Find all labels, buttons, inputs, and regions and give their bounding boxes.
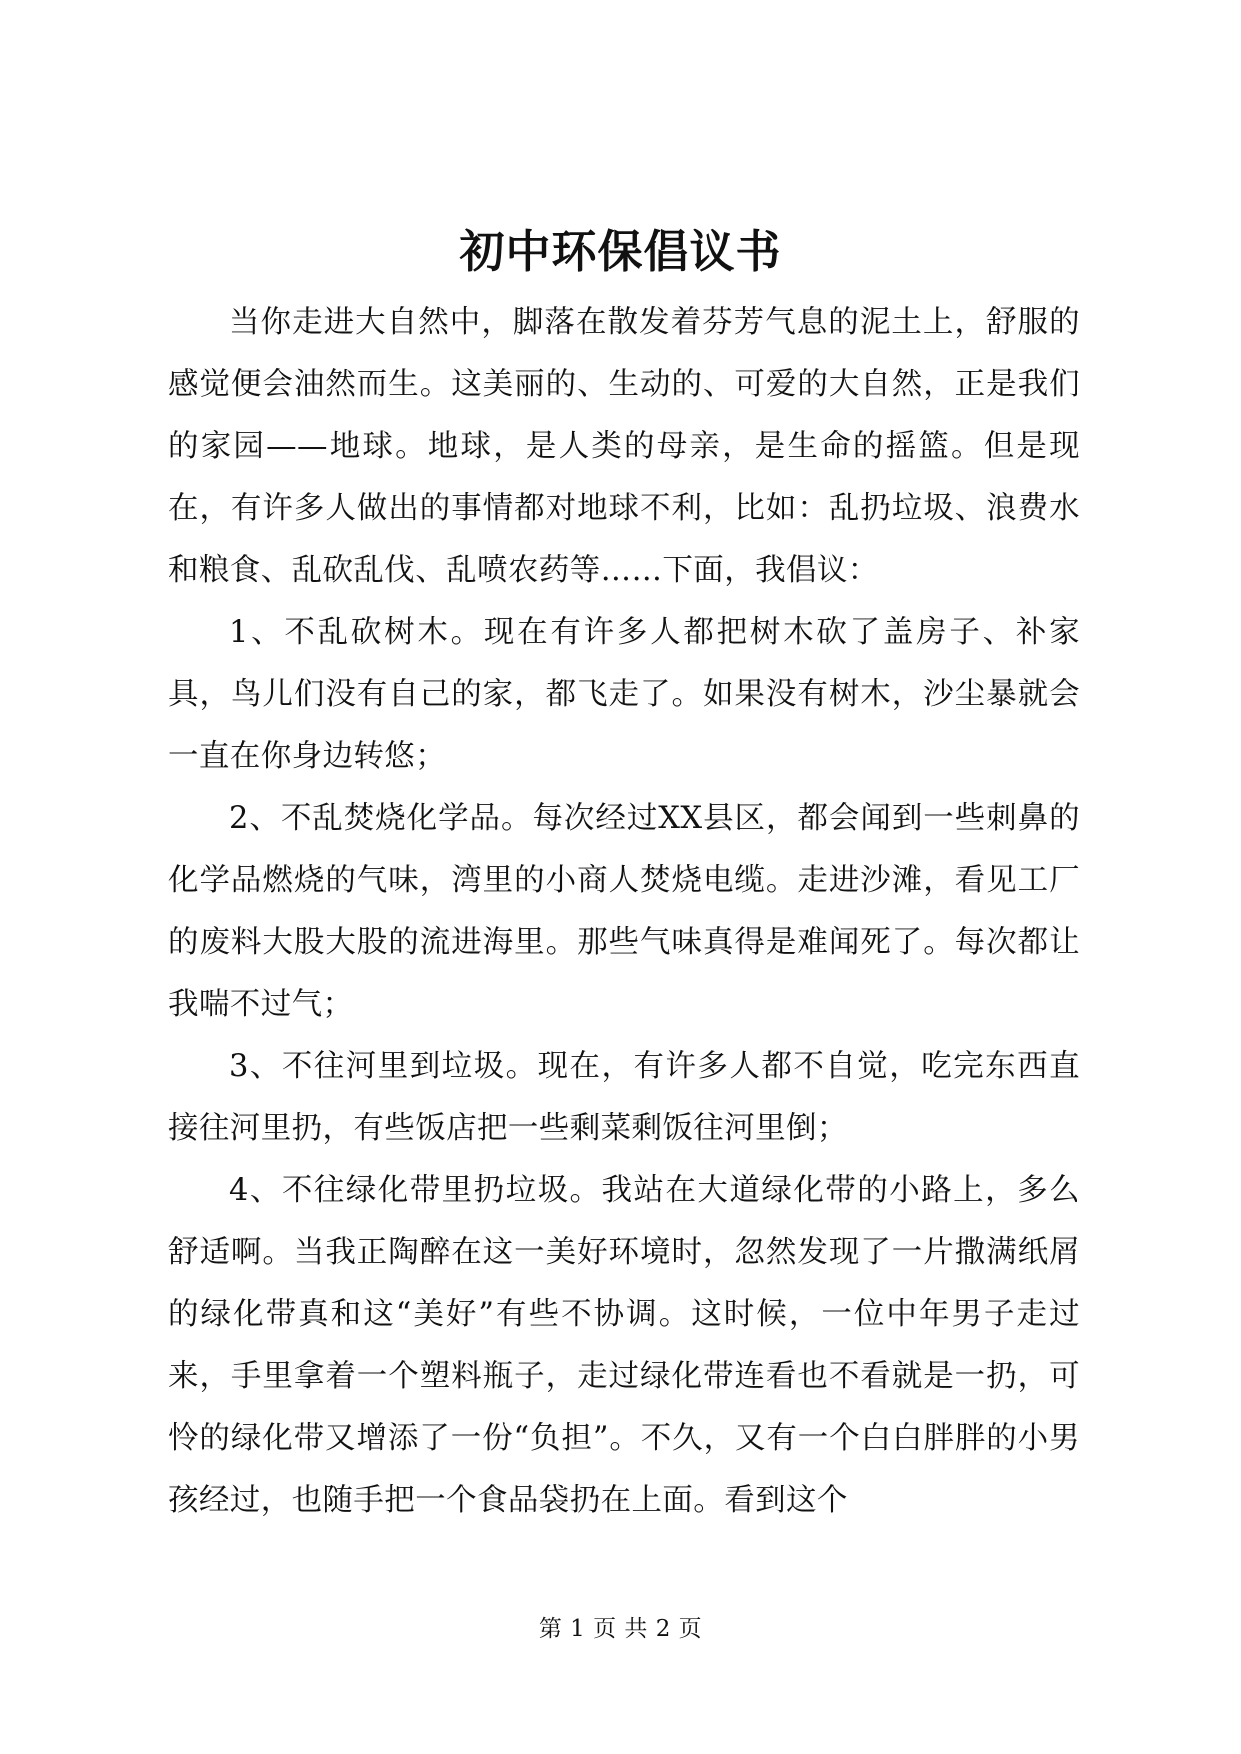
- document-title: 初中环保倡议书: [459, 225, 782, 278]
- page-footer: 第 1 页 共 2 页: [538, 1616, 703, 1642]
- paragraph-intro: 当你走进大自然中，脚落在散发着芬芳气息的泥土上，舒服的感觉便会油然而生。这美丽的、生动的、可爱的大自然，正是我们的家园——地球。地球，是人类的母亲，是生命的摇篮。但是现在，有许多人做出的事情都对地球不利，比如：乱扔垃圾、浪费水和粮食、乱砍乱伐、乱喷农药等……下面，我倡议：: [168, 305, 1080, 588]
- paragraph-item-4: 4、不往绿化带里扔垃圾。我站在大道绿化带的小路上，多么舒适啊。当我正陶醉在这一美好环境时，忽然发现了一片撒满纸屑的绿化带真和这“美好”有些不协调。这时候，一位中年男子走过来，手里拿着一个塑料瓶子，走过绿化带连看也不看就是一扔，可怜的绿化带又增添了一份“负担”。不久，又有一个白白胖胖的小男孩经过，也随手把一个食品袋扔在上面。看到这个: [168, 1173, 1080, 1518]
- document-body: [168, 292, 1080, 1532]
- paragraph-item-2: 2、不乱焚烧化学品。每次经过XX县区，都会闻到一些刺鼻的化学品燃烧的气味，湾里的小商人焚烧电缆。走进沙滩，看见工厂的废料大股大股的流进海里。那些气味真得是难闻死了。每次都让我喘不过气；: [168, 801, 1080, 1022]
- paragraph-item-3: 3、不往河里到垃圾。现在，有许多人都不自觉，吃完东西直接往河里扔，有些饭店把一些剩菜剩饭往河里倒；: [168, 1049, 1080, 1146]
- paragraph-item-1: 1、不乱砍树木。现在有许多人都把树木砍了盖房子、补家具，鸟儿们没有自己的家，都飞走了。如果没有树木，沙尘暴就会一直在你身边转悠；: [168, 615, 1080, 774]
